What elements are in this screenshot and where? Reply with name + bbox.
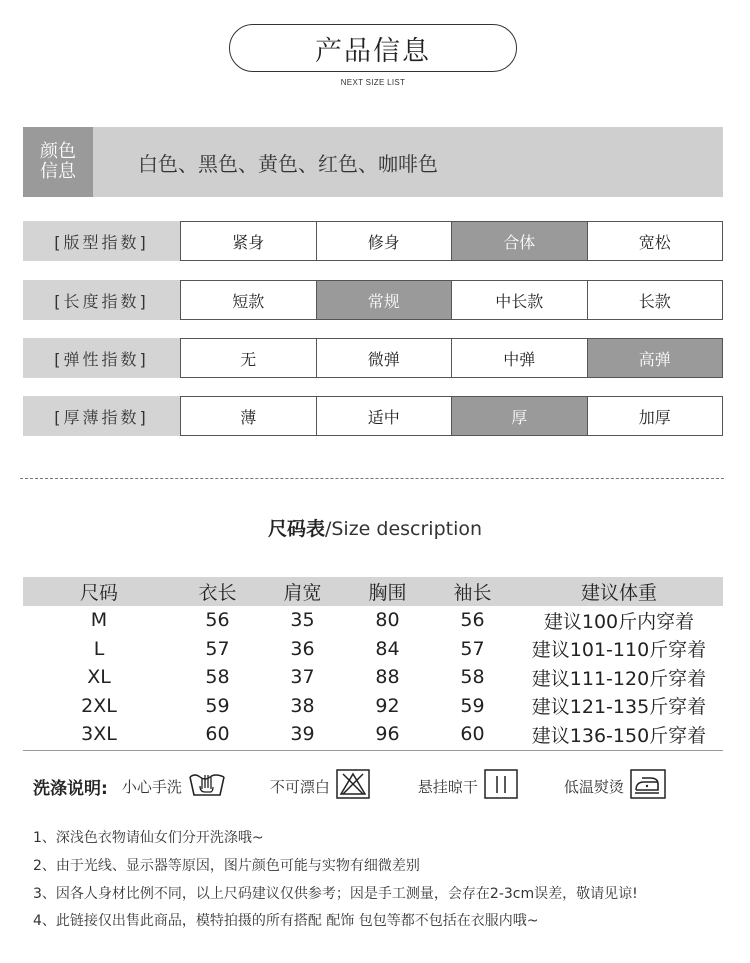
low-iron-label: 低温熨烫 (563, 777, 624, 796)
length-option-selected: 常规 (316, 281, 452, 319)
hang-dry-icon (484, 769, 518, 803)
table-cell: M (90, 609, 108, 632)
fit-index-label: [版型指数] (54, 232, 149, 252)
table-cell: 建议101-110斤穿着 (531, 639, 707, 662)
table-row (23, 692, 723, 721)
note-4: 4、此链接仅出售此商品，模特拍摄的所有搭配 配饰 包包等都不包括在衣服内哦~ (33, 913, 539, 929)
hand-wash-icon (188, 769, 226, 803)
hand-wash-label: 小心手洗 (121, 777, 182, 796)
table-cell: 39 (290, 723, 315, 746)
table-cell: 建议121-135斤穿着 (531, 696, 707, 719)
length-option: 中长款 (451, 281, 587, 319)
table-cell: 88 (375, 666, 400, 689)
thickness-option-selected: 厚 (451, 397, 587, 435)
table-cell: 3XL (81, 723, 117, 746)
elasticity-index-row (23, 338, 723, 378)
length-index-label: [长度指数] (54, 291, 149, 311)
header-chest: 胸围 (368, 582, 407, 604)
table-cell: L (93, 637, 105, 660)
table-bottom-rule (23, 750, 723, 751)
thickness-option: 适中 (316, 397, 452, 435)
size-table (23, 577, 723, 749)
dashed-divider (20, 478, 724, 479)
table-row (23, 720, 723, 749)
table-cell: 84 (375, 637, 400, 660)
no-bleach-icon (336, 769, 370, 803)
wash-item-hang-dry (418, 769, 518, 803)
table-cell: 58 (460, 666, 485, 689)
wash-item-low-iron (564, 769, 666, 803)
fit-option-selected: 合体 (451, 222, 587, 260)
table-cell: 60 (460, 723, 485, 746)
page-title: 产品信息 (229, 24, 517, 72)
length-index-row (23, 280, 723, 320)
size-title-rest: /Size description (324, 518, 483, 540)
size-table-header-row (23, 577, 723, 606)
color-label-line1: 颜色 (40, 141, 76, 162)
page-subtitle: NEXT SIZE LIST (340, 78, 406, 87)
elasticity-option: 中弹 (451, 339, 587, 377)
table-cell: 92 (375, 694, 400, 717)
table-cell: 56 (205, 609, 230, 632)
note-1: 1、深浅色衣物请仙女们分开洗涤哦~ (33, 830, 264, 846)
table-cell: 57 (205, 637, 230, 660)
thickness-option: 加厚 (587, 397, 723, 435)
table-cell: 57 (460, 637, 485, 660)
table-cell: 38 (290, 694, 315, 717)
size-title-bold: 尺码表 (267, 518, 325, 540)
table-cell: 建议136-150斤穿着 (531, 724, 707, 747)
fit-option: 宽松 (587, 222, 723, 260)
fit-index-row (23, 221, 723, 261)
table-cell: 80 (375, 609, 400, 632)
table-cell: 96 (375, 723, 400, 746)
header-size: 尺码 (79, 582, 118, 604)
color-info-label (23, 127, 93, 197)
header-length: 衣长 (198, 582, 237, 604)
hang-dry-label: 悬挂晾干 (417, 777, 478, 796)
elasticity-index-label: [弹性指数] (54, 349, 149, 369)
wash-item-no-bleach (270, 769, 370, 803)
table-cell: 59 (460, 694, 485, 717)
header-shoulder: 肩宽 (283, 582, 322, 604)
fit-option: 紧身 (232, 232, 265, 252)
washing-title: 洗涤说明: (33, 778, 108, 799)
table-cell: XL (87, 666, 111, 689)
header-sleeve: 袖长 (453, 582, 492, 604)
elasticity-option-selected: 高弹 (587, 339, 723, 377)
table-cell: 建议100斤内穿着 (543, 610, 695, 633)
length-option: 短款 (232, 291, 265, 311)
thickness-index-row (23, 396, 723, 436)
thickness-option: 薄 (240, 407, 257, 427)
table-cell: 35 (290, 609, 315, 632)
note-2: 2、由于光线、显示器等原因，图片颜色可能与实物有细微差别 (33, 858, 420, 874)
table-cell: 59 (205, 694, 230, 717)
table-cell: 36 (290, 637, 315, 660)
elasticity-option: 无 (240, 349, 257, 369)
color-label-line2: 信息 (40, 161, 76, 182)
table-row (23, 606, 723, 635)
table-cell: 58 (205, 666, 230, 689)
low-iron-icon (630, 769, 666, 803)
washing-instructions (33, 768, 666, 804)
table-cell: 56 (460, 609, 485, 632)
table-cell: 2XL (81, 694, 117, 717)
length-option: 长款 (587, 281, 723, 319)
table-row (23, 635, 723, 664)
size-table-title (0, 514, 750, 541)
table-row (23, 663, 723, 692)
elasticity-option: 微弹 (316, 339, 452, 377)
table-cell: 60 (205, 723, 230, 746)
no-bleach-label: 不可漂白 (269, 777, 330, 796)
table-cell: 建议111-120斤穿着 (531, 667, 707, 690)
wash-item-hand-wash (122, 769, 226, 803)
table-cell: 37 (290, 666, 315, 689)
color-values: 白色、黑色、黄色、红色、咖啡色 (138, 151, 438, 176)
fit-option: 修身 (316, 222, 452, 260)
note-3: 3、因各人身材比例不同，以上尺码建议仅供参考；因是手工测量，会存在2-3cm误差，敬请见谅! (33, 886, 638, 902)
thickness-index-label: [厚薄指数] (54, 407, 149, 427)
header-weight: 建议体重 (580, 582, 657, 604)
